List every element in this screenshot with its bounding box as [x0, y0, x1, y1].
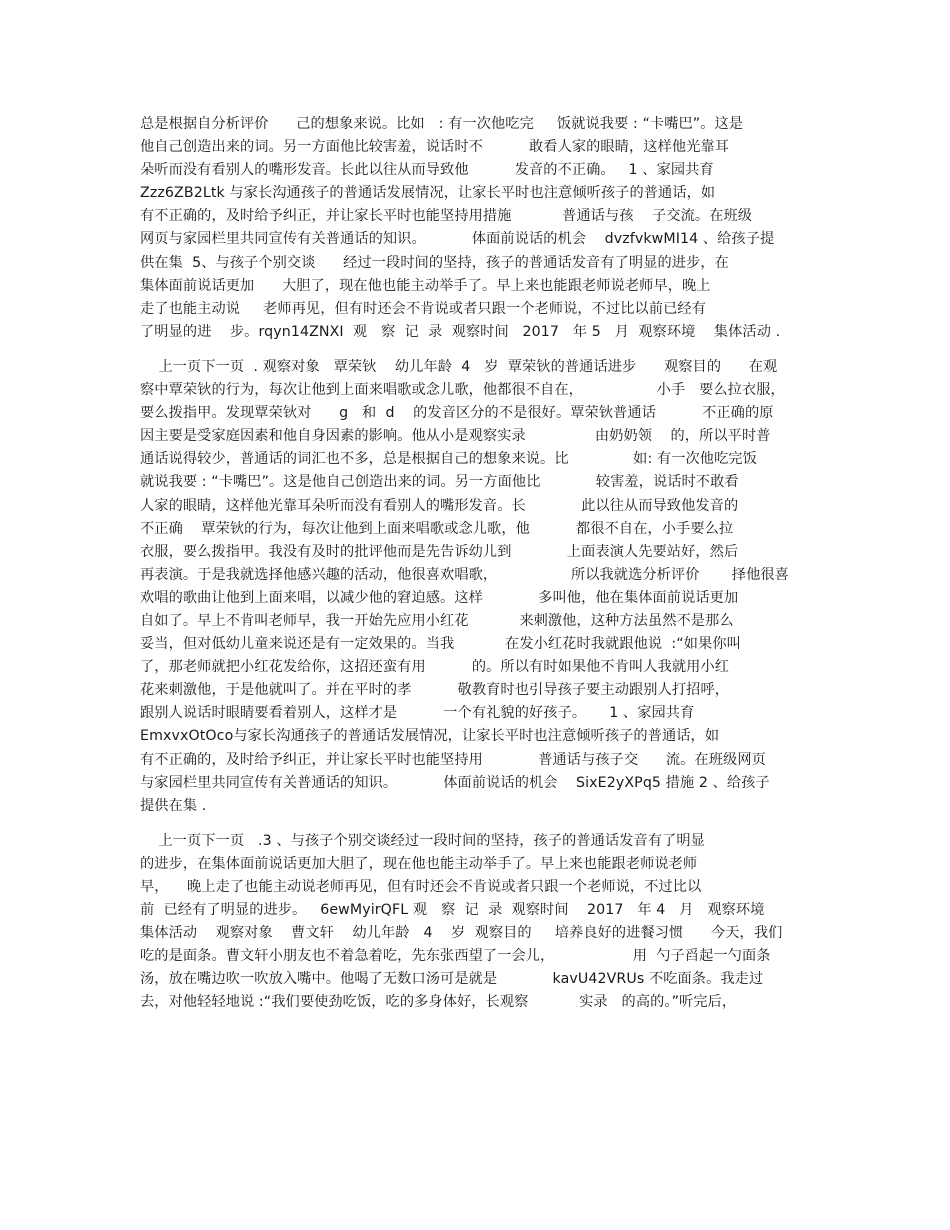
text-line: 总是根据自分析评价 己的想象来说。比如 : 有一次他吃完 饭就说我要 : “卡嘴巴”。这是 [140, 116, 744, 132]
paragraph [140, 113, 810, 344]
text-line: 他自己创造出来的词。另一方面他比较害羞，说话时不 敢看人家的眼睛，这样他光靠耳 [140, 139, 730, 156]
text-line: 上一页下一页 . 观察对象 覃荣钬 幼儿年龄 4 岁 覃荣钬的普通话进步 观察目的 在观 [140, 358, 778, 375]
text-line: 花来刺激他，于是他就叫了。并在平时的孝 敬教育时也引导孩子要主动跟别人打招呼， [140, 682, 730, 699]
text-line: 要么拨指甲。发现覃荣钬对 g 和 d 的发音区分的不是很好。覃荣钬普通话 不正确的原 [140, 405, 774, 422]
text-line: 朵听而没有看别人的嘴形发音。长此以往从而导致他 发音的不正确。 1 、家园共育 [140, 162, 714, 179]
text-line: 了，那老师就把小红花发给你，这招还蛮有用 的。所以有时如果他不肯叫人我就用小红 [140, 659, 730, 676]
text-line: 有不正确的，及时给予纠正，并让家长平时也能坚持用措施 普通话与孩 子交流。在班级 [140, 208, 753, 225]
text-line: 上一页下一页 .3 、与孩子个别交谈经过一段时间的坚持，孩子的普通话发音有了明显 [140, 832, 705, 849]
text-line: 跟别人说话时眼睛要看着别人，这样才是 一个有礼貌的好孩子。 1 、家园共育 [140, 705, 695, 722]
text-line: 吃的是面条。曹文轩小朋友也不着急着吃，先东张西望了一会儿， 用 勺子舀起一勺面条 [140, 948, 771, 965]
text-line: 因主要是受家庭因素和他自身因素的影响。他从小是观察实录 由奶奶领 的，所以平时普 [140, 428, 771, 445]
text-line: 汤，放在嘴边吹一吹放入嘴中。他喝了无数口汤可是就是 kavU42VRUs 不吃面条。我走过 [140, 971, 764, 988]
text-line: 去，对他轻轻地说 :“我们要使劲吃饭，吃的多身体好，长观察 实录 的高的。”听完后， [140, 994, 737, 1011]
text-line: 自如了。早上不肯叫老师早，我一开始先应用小红花 来刺激他，这种方法虽然不是那么 [140, 612, 734, 629]
text-line: 有不正确的，及时给予纠正，并让家长平时也能坚持用 普通话与孩子交 流。在班级网页 [140, 751, 766, 768]
paragraph [140, 830, 810, 1015]
document-body [140, 113, 810, 1015]
text-line: 的进步，在集体面前说话更加大胆了，现在他也能主动举手了。早上来也能跟老师说老师 [140, 855, 698, 872]
text-line: 与家园栏里共同宣传有关普通话的知识。 体面前说话的机会 SixE2yXPq5 措施 2 、给孩子 [140, 774, 770, 791]
text-line: 再表演。于是我就选择他感兴趣的活动，他很喜欢唱歌， 所以我就选分析评价 择他很喜 [140, 566, 789, 583]
text-line: 不正确 覃荣钬的行为，每次让他到上面来唱歌或念儿歌，他 都很不自在，小手要么拉 [140, 520, 734, 537]
text-line: 集体活动 观察对象 曹文轩 幼儿年龄 4 岁 观察目的 培养良好的进餐习惯 今天，我们 [140, 925, 783, 942]
text-line: 妥当，但对低幼儿童来说还是有一定效果的。当我 在发小红花时我就跟他说 :“如果你叫 [140, 636, 741, 653]
text-line: 集体面前说话更加 大胆了，现在他也能主动举手了。早上来也能跟老师说老师早，晚上 [140, 277, 711, 294]
text-line: 衣服，要么拨指甲。我没有及时的批评他而是先告诉幼儿到 上面表演人先要站好，然后 [140, 543, 739, 560]
text-line: 通话说得较少，普通话的词汇也不多，总是根据自己的想象来说。比 如: 有一次他吃完饭 [140, 451, 757, 468]
text-line: 前 已经有了明显的进步。 6ewMyirQFL 观 察 记 录 观察时间 2017 年 4 月 观察环境 [140, 902, 765, 919]
text-line: Zzz6ZB2Ltk 与家长沟通孩子的普通话发展情况，让家长平时也注意倾听孩子的普通话，如 [140, 185, 716, 202]
text-line: 供在集 5、与孩子个别交谈 经过一段时间的坚持，孩子的普通话发音有了明显的进步，在 [140, 254, 729, 271]
text-line: EmxvxOtOco与家长沟通孩子的普通话发展情况，让家长平时也注意倾听孩子的普通话，如 [140, 728, 720, 745]
text-line: 提供在集 . [140, 797, 207, 814]
text-line: 欢唱的歌曲让他到上面来唱，以减少他的窘迫感。这样 多叫他，他在集体面前说话更加 [140, 589, 739, 606]
text-line: 了明显的进 步。rqyn14ZNXI 观 察 记 录 观察时间 2017 年 5 月 观察环境 集体活动 . [140, 323, 781, 340]
text-line: 人家的眼睛，这样他光靠耳朵听而没有看别人的嘴形发音。长 此以往从而导致他发音的 [140, 497, 739, 514]
text-line: 早， 晚上走了也能主动说老师再见，但有时还会不肯说或者只跟一个老师说，不过比以 [140, 879, 702, 895]
text-line: 察中覃荣钬的行为，每次让他到上面来唱歌或念儿歌，他都很不自在， 小手 要么拉衣服， [140, 382, 785, 399]
paragraph [140, 356, 810, 818]
text-line: 就说我要 : “卡嘴巴”。这是他自己创造出来的词。另一方面他比 较害羞，说话时不敢看 [140, 474, 739, 491]
text-line: 走了也能主动说 老师再见，但有时还会不肯说或者只跟一个老师说，不过比以前已经有 [140, 300, 706, 317]
text-line: 网页与家园栏里共同宣传有关普通话的知识。 体面前说话的机会 dvzfvkwMI14 、给孩子提 [140, 231, 775, 248]
